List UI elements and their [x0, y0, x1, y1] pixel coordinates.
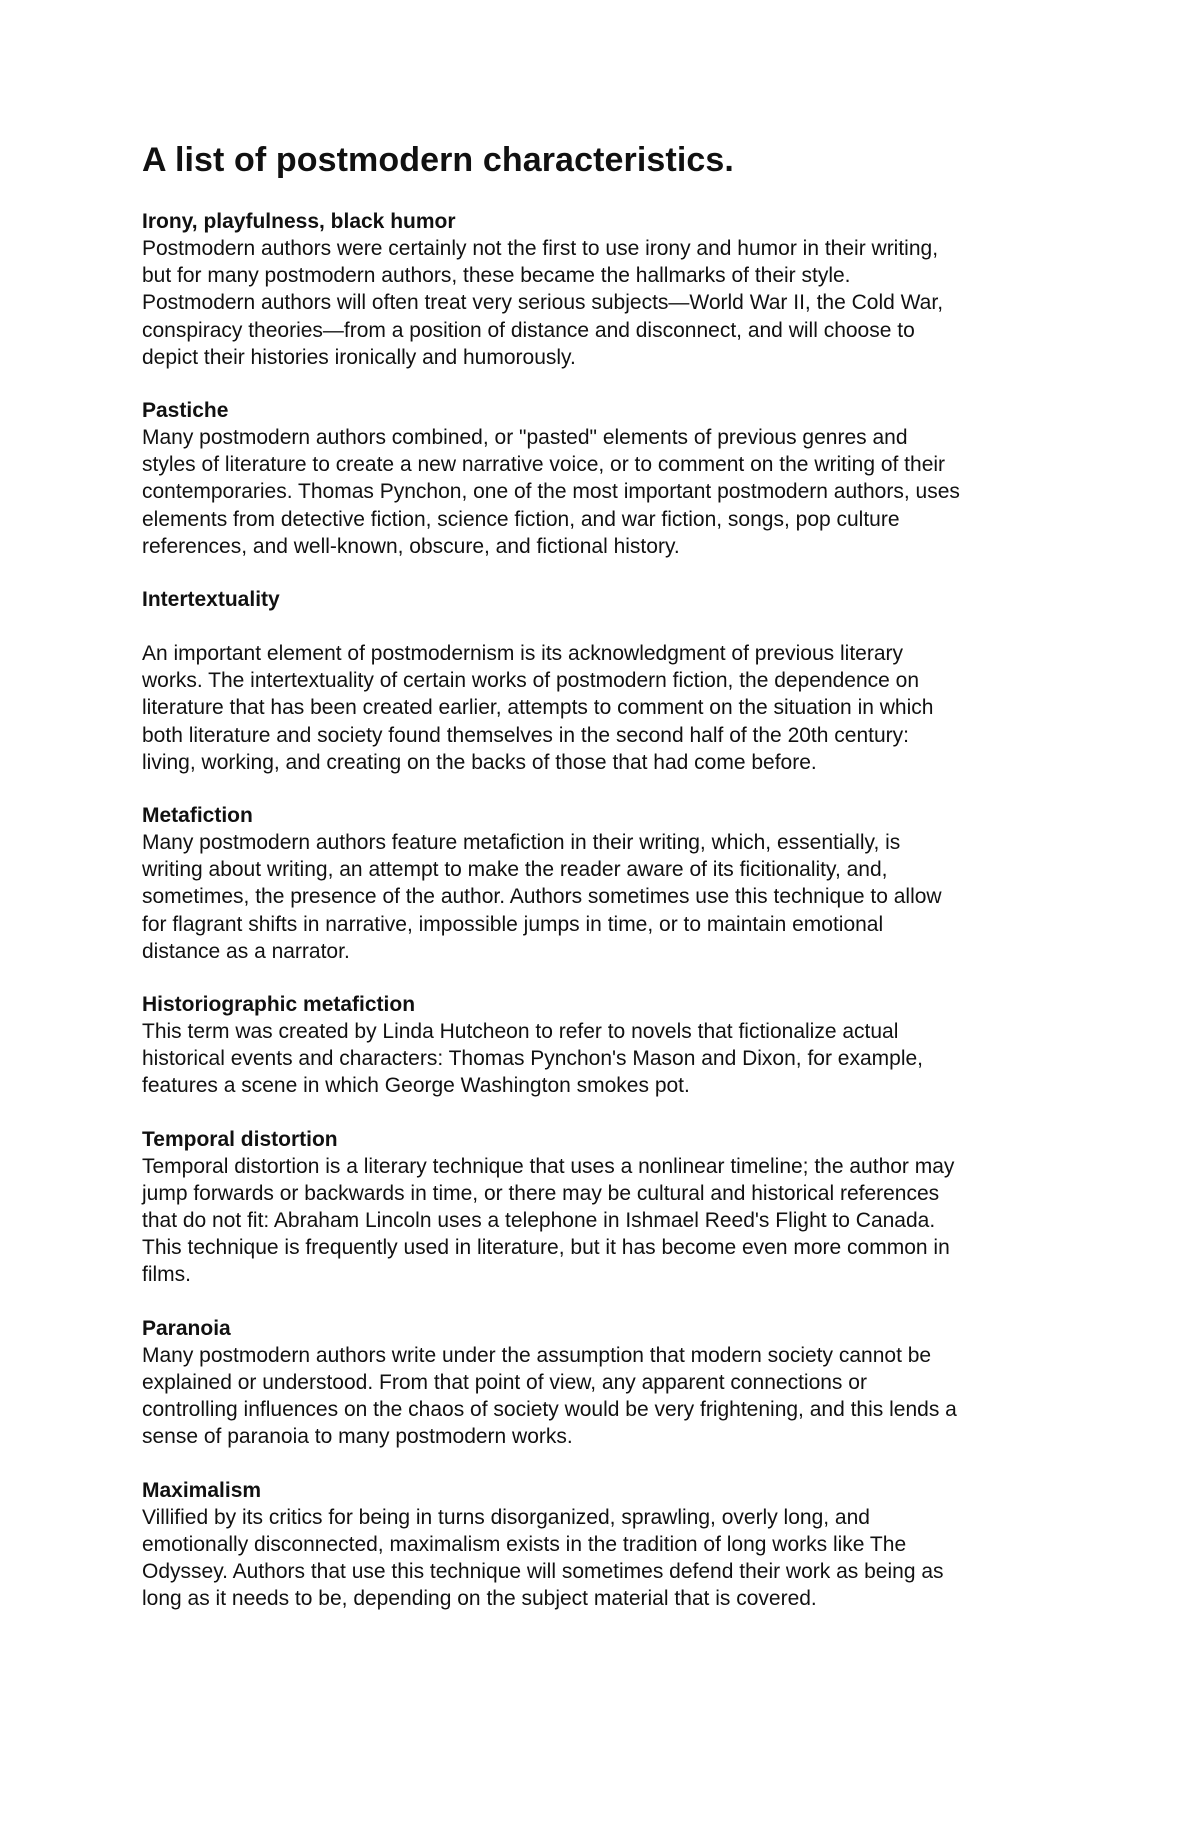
section-maximalism	[142, 1477, 1082, 1613]
section-heading: Temporal distortion	[142, 1127, 338, 1151]
section-irony	[142, 208, 1082, 371]
section-heading: Metafiction	[142, 804, 253, 828]
document-title: A list of postmodern characteristics.	[142, 141, 734, 179]
document-page	[142, 140, 1082, 1638]
section-body: Many postmodern authors write under the assumption that modern society cannot be explained or understood. From that point of view, any apparent connections or controlling influences on the chaos of society would be very frightening, and this lends a sense of paranoia to many postmodern works.	[142, 1343, 957, 1449]
section-body: Postmodern authors were certainly not the first to use irony and humor in their writing, but for many postmodern authors, these became the hallmarks of their style. Postmodern authors will often treat very serious subjects—World War II, the Cold War, conspiracy theories—from a position of distance and disconnect, and will choose to depict their histories ironically and humorously.	[142, 237, 944, 369]
section-historiographic-metafiction	[142, 991, 1082, 1100]
section-paranoia	[142, 1315, 1082, 1451]
section-body: Many postmodern authors feature metafiction in their writing, which, essentially, is writing about writing, an attempt to make the reader aware of its ficitionality, and, sometimes, the presence of the author. Authors sometimes use this technique to allow for flagrant shifts in narrative, impossible jumps in time, or to maintain emotional distance as a narrator.	[142, 831, 942, 963]
section-heading: Maximalism	[142, 1478, 262, 1502]
section-body: An important element of postmodernism is its acknowledgment of previous literary works. The intertextuality of certain works of postmodern fiction, the dependence on literature that has been created earlier, attempts to comment on the situation in which both literature and society found themselves in the second half of the 20th century: living, working, and creating on the backs of those that had come before.	[142, 642, 934, 774]
section-heading: Pastiche	[142, 399, 229, 423]
section-pastiche	[142, 397, 1082, 560]
section-body: Many postmodern authors combined, or "pasted" elements of previous genres and styles of literature to create a new narrative voice, or to comment on the writing of their contemporaries. Thomas Pynchon, one of the most important postmodern authors, uses elements from detective fiction, science fiction, and war fiction, songs, pop culture references, and well-known, obscure, and fictional history.	[142, 426, 960, 558]
section-body: This term was created by Linda Hutcheon to refer to novels that fictionalize actual historical events and characters: Thomas Pynchon's Mason and Dixon, for example, features a scene in which George Washington smokes pot.	[142, 1020, 924, 1098]
section-metafiction	[142, 802, 1082, 965]
section-body: Temporal distortion is a literary technique that uses a nonlinear timeline; the author may jump forwards or backwards in time, or there may be cultural and historical references that do not fit: Abraham Lincoln uses a telephone in Ishmael Reed's Flight to Canada. This technique is frequently used in literature, but it has become even more common in films.	[142, 1154, 955, 1287]
section-heading: Irony, playfulness, black humor	[142, 210, 456, 233]
section-heading: Historiographic metafiction	[142, 993, 416, 1017]
section-temporal-distortion	[142, 1126, 1082, 1289]
section-body: Villified by its critics for being in turns disorganized, sprawling, overly long, and emotionally disconnected, maximalism exists in the tradition of long works like The Odyssey. Authors that use this technique will sometimes defend their work as being as long as it needs to be, depending on the subject material that is covered.	[142, 1505, 944, 1611]
section-intertextuality	[142, 586, 1082, 776]
section-heading: Paranoia	[142, 1316, 231, 1340]
section-heading: Intertextuality	[142, 588, 280, 612]
